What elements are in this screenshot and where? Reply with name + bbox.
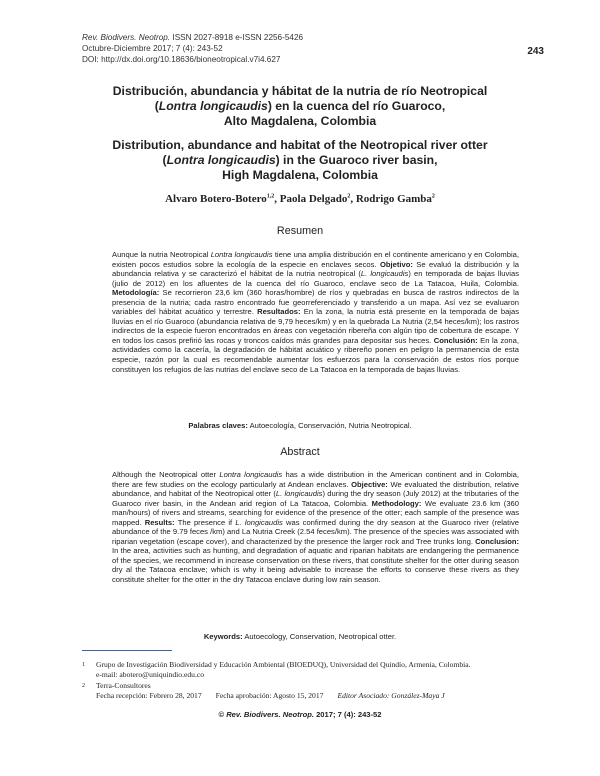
footnotes bbox=[82, 660, 542, 702]
keywords: Keywords: Autoecology, Conservation, Neotropical otter. bbox=[203, 632, 397, 641]
resumen-body: Aunque la nutria Neotropical Lontra longicaudis tiene una amplia distribución en el continente americano y en Colombia, existen pocos estudios sobre la ecología de la especie en enclaves secos. Objetivo: Se evaluó la distribución y la abundancia relativa y se caracterizó el hábitat de la nutria neotropical (L. longicaudis) en temporada de bajas lluvias (julio de 2012) en los afluentes de la cuenca del río Guaroco, enclave seco de La Tatacoa, Huila, Colombia. Metodología: Se recorrieron 23,6 km (360 horas/hombre) de ríos y quebradas en busca de rastros indirectos de la presencia de la nutria; cada rastro encontrado fue georreferenciado y transferido a un mapa. Así vez se evaluaron variables del hábitat acuático y terrestre. Resultados: En la zona, la nutria está presente en la temporada de bajas lluvias en el río Guaroco (abundancia relativa de 9,79 heces/km) y en la quebrada La Nutria (2,54 heces/km); los rastros indirectos de la especie fueron encontrados en áreas con vegetación ribereña con algún tipo de cobertura de escape. Y en todos los casos prefirió las rocas y troncos caídos más grandes para depositar sus heces. Conclusión: En la zona, actividades como la cacería, la degradación de hábitat acuático y ribereño ponen en peligro la permanencia de esta especie, razón por la cual es recomendable aumentar los esfuerzos para la conservación de estos ríos porque constituyen los refugios de las nutrias del enclave seco de La Tatacoa en la temporada de bajas lluvias. bbox=[112, 250, 520, 374]
received-date: Fecha recepción: Febrero 28, 2017 bbox=[96, 691, 202, 701]
journal-doi-line[interactable]: DOI: http://dx.doi.org/10.18636/bioneotropical.v7i4.627 bbox=[82, 55, 281, 64]
title-english: Distribution, abundance and habitat of the Neotropical river otter (Lontra longicaudis) in the Guaroco river basin, High Magdalena, Colombia bbox=[112, 138, 488, 182]
page-footer: © Rev. Biodivers. Neotrop. 2017; 7 (4): 243-52 bbox=[218, 710, 382, 719]
journal-header bbox=[82, 32, 303, 65]
footnote-divider bbox=[82, 650, 172, 651]
approved-date: Fecha aprobación: Agosto 15, 2017 bbox=[215, 691, 324, 701]
footnote-2: 2 Terra-Consultores bbox=[82, 680, 151, 690]
title-spanish: Distribución, abundancia y hábitat de la nutria de río Neotropical (Lontra longicaudis) en la cuenca del río Guaroco, Alto Magdalena, Colombia bbox=[112, 84, 488, 128]
author-list: Alvaro Botero-Botero$^{1,2}$, Paola Delgado$^2$, Rodrigo Gamba$^2$ bbox=[165, 193, 435, 205]
associate-editor: Editor Asociado: González-Maya J bbox=[337, 691, 445, 701]
palabras-clave: Palabras claves: Autoecología, Conservación, Nutria Neotropical. bbox=[188, 421, 412, 430]
abstract-body: Although the Neotropical otter Lontra longicaudis has a wide distribution in the American continent and in Colombia, there are few studies on the ecology particularly at Andean enclaves. Objective: We evaluated the distribution, relative abundance, and habitat of the Neotropical otter (L. longicaudis) during the dry season (July 2012) at the tributaries of the Guaroco river basin, in the Andean arid region of La Tatacoa, Colombia. Methodology: We evaluate 23.6 km (360 man/hours) of rivers and streams, searching for evidence of the presence of the otter; each sample of the presence was mapped. Results: The presence if L. longicaudis was confirmed during the dry season at the Guaroco river (relative abundance of the 9.79 feces /km) and La Nutria Creek (2.54 feces/km). The presence of the species was associated with riparian vegetation (escape cover), and characterized by the presence the larger rock and Tree trunks long. Conclusion: In the area, activities such as hunting, and degradation of aquatic and riparian habitats are endangering the permanence of the species, we recommend in increase conservation on these rivers, that constitute shelter for the otter during season dry al the Tatacoa enclave; which is why it being advisable to increase the efforts to conserve these rivers as they constitute shelter for the otter in the dry Tatacoa enclave during low rain season. bbox=[112, 470, 520, 585]
resumen-heading: Resumen bbox=[276, 225, 324, 237]
author-email[interactable]: e-mail: abotero@uniquindio.edu.co bbox=[96, 670, 205, 680]
abstract-heading: Abstract bbox=[280, 446, 320, 458]
journal-issue-line: Octubre-Diciembre 2017; 7 (4): 243-52 bbox=[82, 44, 223, 53]
author-2: Paola Delgado bbox=[279, 193, 348, 205]
author-1: Alvaro Botero-Botero bbox=[165, 193, 267, 205]
journal-issn-line: Rev. Biodivers. Neotrop. ISSN 2027-8918 e-ISSN 2256-5426 bbox=[82, 33, 304, 42]
article-dates bbox=[82, 691, 542, 701]
author-3: Rodrigo Gamba bbox=[355, 193, 432, 205]
footnote-1: 1 Grupo de Investigación Biodiversidad y Educación Ambiental (BIOEDUQ), Universidad del Quindío, Armenia, Colombia. e-mail: abotero@uniquindio.edu.co bbox=[82, 660, 542, 681]
page-number: 243 bbox=[527, 46, 544, 57]
